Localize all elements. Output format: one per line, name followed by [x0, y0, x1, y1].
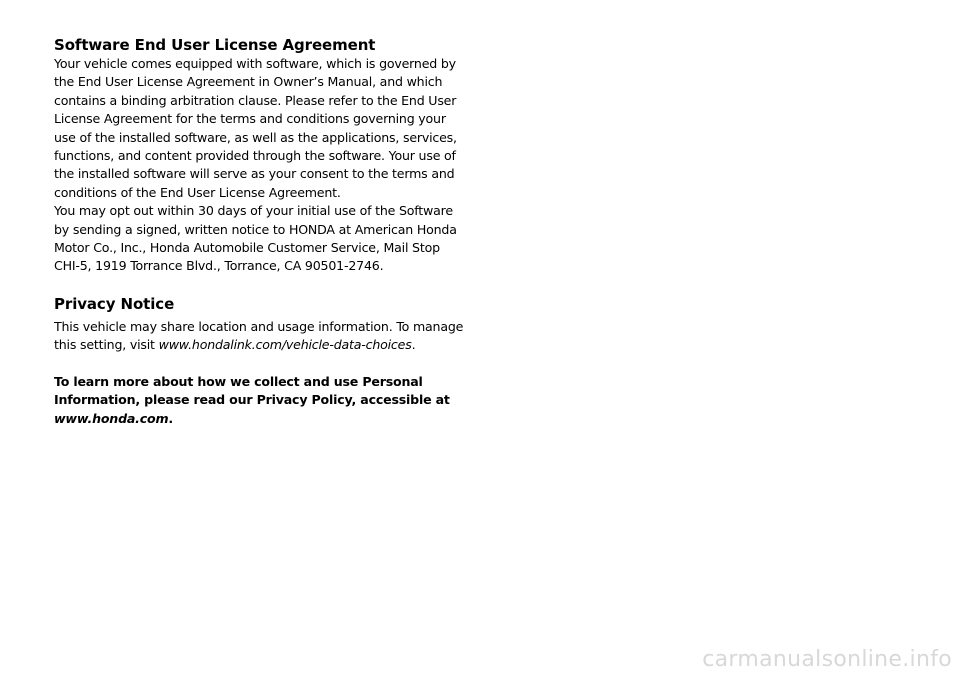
- policy-suffix: .: [168, 410, 173, 426]
- eula-body: [54, 55, 474, 276]
- policy-line: [54, 410, 474, 428]
- privacy-line: [54, 336, 474, 354]
- manual-page: [54, 35, 474, 428]
- eula-line: conditions of the End User License Agreement.: [54, 184, 341, 200]
- opt-out-line: Motor Co., Inc., Honda Automobile Customer Service, Mail Stop: [54, 240, 440, 256]
- eula-line: functions, and content provided through the software. Your use of: [54, 148, 456, 164]
- privacy-heading: Privacy Notice: [54, 294, 175, 313]
- eula-line: the End User License Agreement in Owner’s Manual, and which: [54, 74, 443, 90]
- privacy-policy-note: [54, 373, 474, 428]
- eula-section: [54, 35, 474, 276]
- opt-out-line: You may opt out within 30 days of your initial use of the Software: [54, 203, 453, 219]
- opt-out-line: by sending a signed, written notice to HONDA at American Honda: [54, 221, 457, 237]
- eula-line: contains a binding arbitration clause. Please refer to the End User: [54, 92, 457, 108]
- policy-line: To learn more about how we collect and use Personal: [54, 373, 423, 389]
- watermark: carmanualsonline.info: [702, 647, 952, 672]
- opt-out-line: CHI-5, 1919 Torrance Blvd., Torrance, CA 90501-2746.: [54, 258, 384, 274]
- eula-line: Your vehicle comes equipped with software, which is governed by: [54, 56, 456, 71]
- privacy-section: [54, 294, 474, 428]
- privacy-line-suffix: .: [411, 337, 416, 353]
- policy-line: Information, please read our Privacy Policy, accessible at: [54, 392, 450, 408]
- eula-heading: Software End User License Agreement: [54, 36, 376, 54]
- eula-line: License Agreement for the terms and conditions governing your: [54, 111, 446, 127]
- vehicle-data-choices-link[interactable]: www.hondalink.com/vehicle-data-choices: [158, 337, 412, 353]
- privacy-line-prefix: this setting, visit: [54, 337, 159, 353]
- privacy-body: [54, 318, 474, 355]
- eula-line: use of the installed software, as well as the applications, services,: [54, 129, 457, 145]
- honda-website-link[interactable]: www.honda.com: [54, 410, 169, 426]
- eula-line: the installed software will serve as your consent to the terms and: [54, 166, 455, 182]
- privacy-line: This vehicle may share location and usage information. To manage: [54, 318, 464, 334]
